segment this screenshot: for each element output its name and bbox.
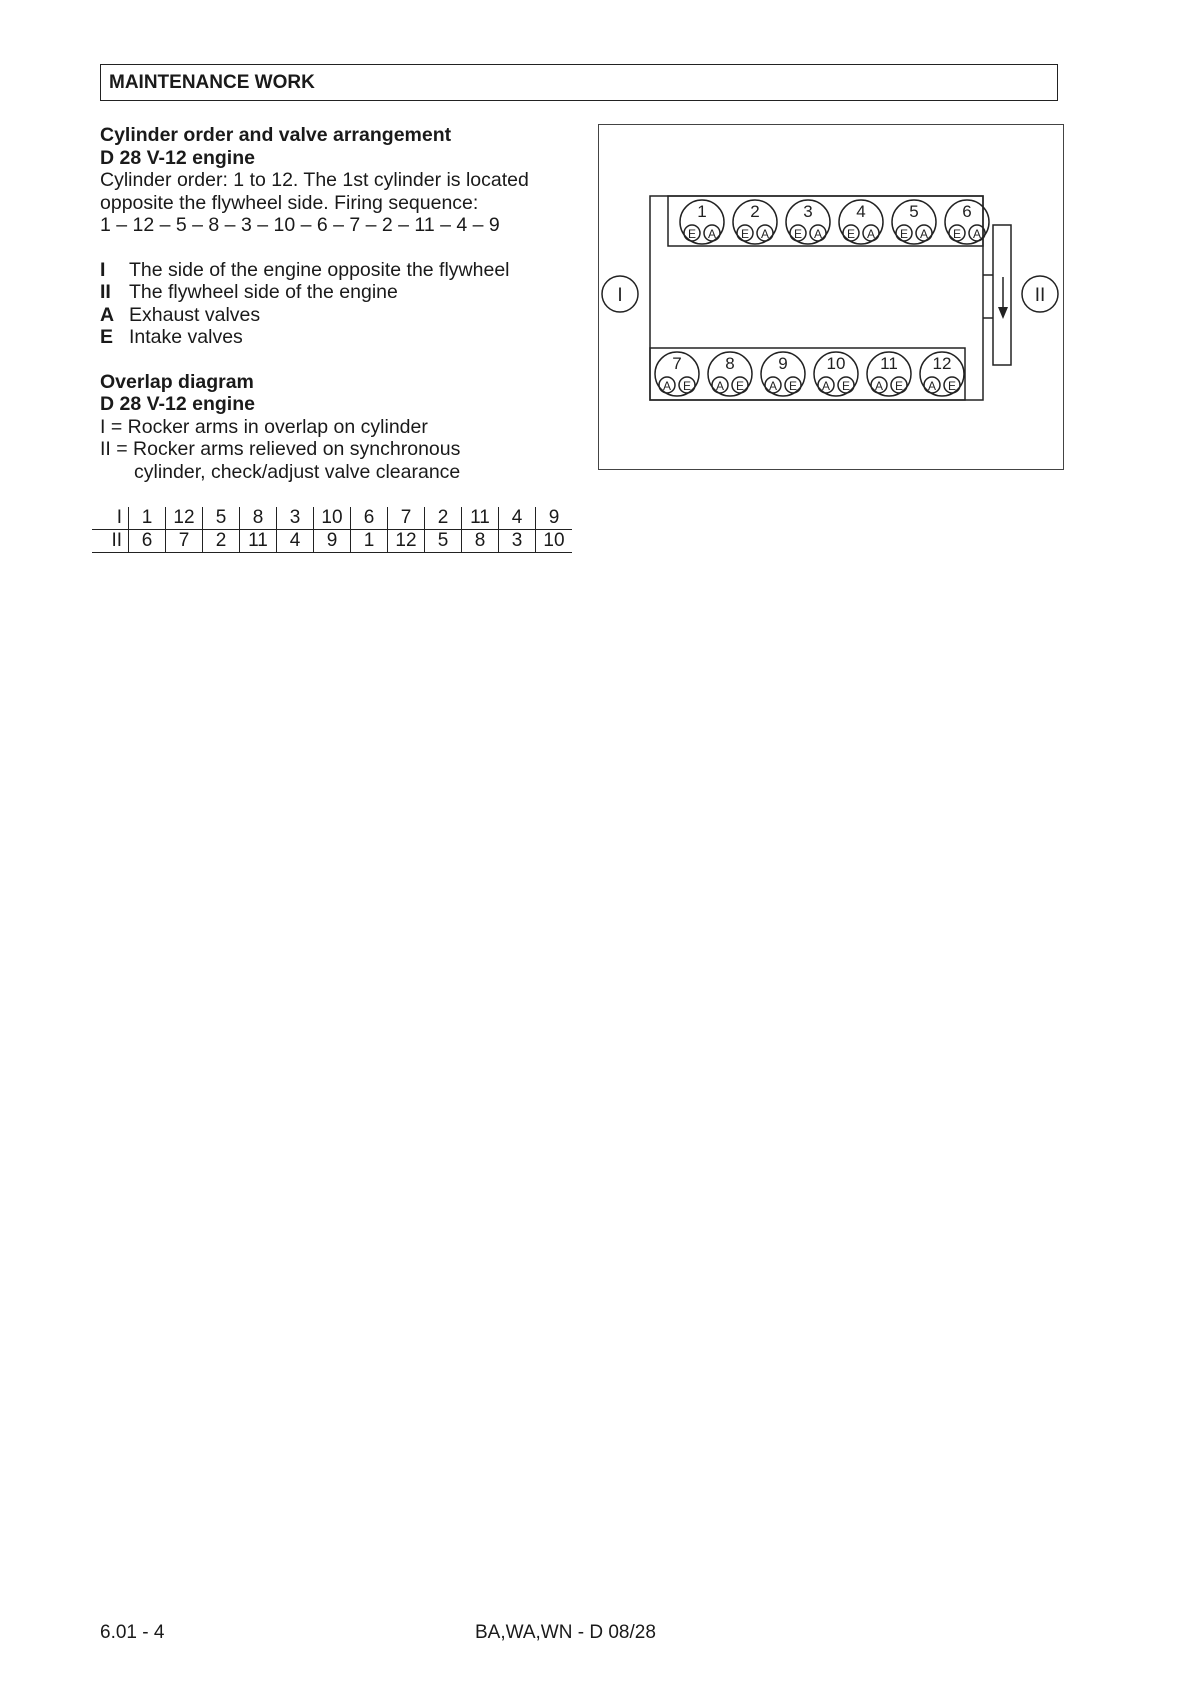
valve-label: A: [821, 379, 831, 393]
table-row: [92, 530, 572, 553]
table-cell: 4: [499, 507, 536, 530]
valve-label: E: [788, 379, 798, 393]
valve-label: A: [874, 379, 884, 393]
table-cell: 1: [129, 507, 166, 530]
cylinder-number: 10: [826, 354, 846, 373]
engine-subheading: D 28 V-12 engine: [100, 146, 255, 169]
overlap-subheading: D 28 V-12 engine: [100, 393, 255, 415]
cylinder-number: 3: [803, 202, 813, 221]
cylinder-order-text-1: Cylinder order: 1 to 12. The 1st cylinder is located: [100, 169, 529, 191]
engine-schematic: [599, 125, 1065, 471]
overlap-table: [92, 507, 572, 553]
overlap-line-3: cylinder, check/adjust valve clearance: [134, 460, 461, 483]
row-label: I: [92, 507, 129, 530]
legend-item: [100, 326, 580, 349]
table-cell: 6: [129, 530, 166, 553]
legend-text: The flywheel side of the engine: [129, 281, 398, 303]
side-i-label: I: [617, 285, 623, 306]
legend-item: [100, 304, 580, 327]
overlap-line-1: I = Rocker arms in overlap on cylinder: [100, 415, 428, 438]
valve-label: E: [952, 227, 962, 241]
cylinder-number: 5: [909, 202, 919, 221]
valve-label: A: [927, 379, 937, 393]
cylinder-number: 9: [778, 354, 788, 373]
valve-label: E: [846, 227, 856, 241]
table-cell: 6: [351, 507, 388, 530]
valve-label: E: [841, 379, 851, 393]
cylinder-number: 8: [725, 354, 735, 373]
table-cell: 10: [314, 507, 351, 530]
cylinder-number: 12: [932, 354, 952, 373]
valve-label: E: [682, 379, 692, 393]
table-cell: 7: [166, 530, 203, 553]
rotation-arrow-head: [998, 307, 1008, 319]
legend-text: The side of the engine opposite the flywheel: [129, 258, 510, 281]
overlap-line-2: II = Rocker arms relieved on synchronous: [100, 438, 461, 460]
valve-label: E: [793, 227, 803, 241]
valve-label: A: [866, 227, 876, 241]
document-code: BA,WA,WN - D 08/28: [475, 1622, 656, 1643]
valve-label: A: [715, 379, 725, 393]
text-column: [100, 124, 580, 483]
cylinder-number: 6: [962, 202, 972, 221]
valve-label: E: [687, 227, 697, 241]
valve-label: A: [662, 379, 672, 393]
legend-text: Intake valves: [129, 326, 243, 348]
table-cell: 11: [240, 530, 277, 553]
page-number: 6.01 - 4: [100, 1622, 165, 1643]
table-cell: 1: [351, 530, 388, 553]
cylinder-number: 7: [672, 354, 682, 373]
legend-key: I: [100, 258, 106, 281]
legend-key: A: [100, 303, 115, 326]
valve-label: A: [768, 379, 778, 393]
legend-text: Exhaust valves: [129, 303, 261, 326]
overlap-heading: Overlap diagram: [100, 370, 254, 393]
section-header: MAINTENANCE WORK: [100, 64, 1058, 101]
table-cell: 5: [425, 530, 462, 553]
table-cell: 5: [203, 507, 240, 530]
valve-label: E: [735, 379, 745, 393]
table-cell: 9: [314, 530, 351, 553]
legend-key: II: [100, 281, 111, 303]
valve-label: A: [919, 227, 929, 241]
table-cell: 3: [277, 507, 314, 530]
valve-label: E: [740, 227, 750, 241]
valve-label: E: [894, 379, 904, 393]
side-ii-label: II: [1034, 285, 1046, 306]
legend-item: [100, 281, 580, 304]
cylinder-number: 1: [697, 202, 707, 221]
table-cell: 8: [462, 530, 499, 553]
table-cell: 12: [388, 530, 425, 553]
flywheel-housing: [993, 225, 1011, 365]
cylinder-number: 4: [856, 202, 866, 221]
table-cell: 12: [166, 507, 203, 530]
firing-sequence: 1 – 12 – 5 – 8 – 3 – 10 – 6 – 7 – 2 – 11 – 4 – 9: [100, 214, 500, 236]
table-cell: 7: [388, 507, 425, 530]
row-label: II: [92, 530, 129, 553]
valve-label: A: [707, 227, 717, 241]
table-cell: 3: [499, 530, 536, 553]
bottom-cylinder-bank: [650, 348, 965, 400]
table-row: [92, 507, 572, 530]
valve-label: A: [813, 227, 823, 241]
valve-label: A: [760, 227, 770, 241]
table-cell: 2: [203, 530, 240, 553]
valve-label: E: [947, 379, 957, 393]
legend-item: [100, 259, 580, 282]
legend-key: E: [100, 326, 114, 348]
cylinder-diagram: [598, 124, 1064, 470]
table-cell: 2: [425, 507, 462, 530]
cylinder-number: 11: [880, 354, 898, 373]
table-cell: 10: [536, 530, 573, 553]
table-cell: 8: [240, 507, 277, 530]
valve-label: A: [972, 227, 982, 241]
cylinder-order-text-2: opposite the flywheel side. Firing sequence:: [100, 191, 479, 214]
table-cell: 11: [462, 507, 499, 530]
cylinder-number: 2: [750, 202, 760, 221]
section-heading: Cylinder order and valve arrangement: [100, 124, 452, 146]
table-cell: 9: [536, 507, 573, 530]
valve-label: E: [899, 227, 909, 241]
table-cell: 4: [277, 530, 314, 553]
